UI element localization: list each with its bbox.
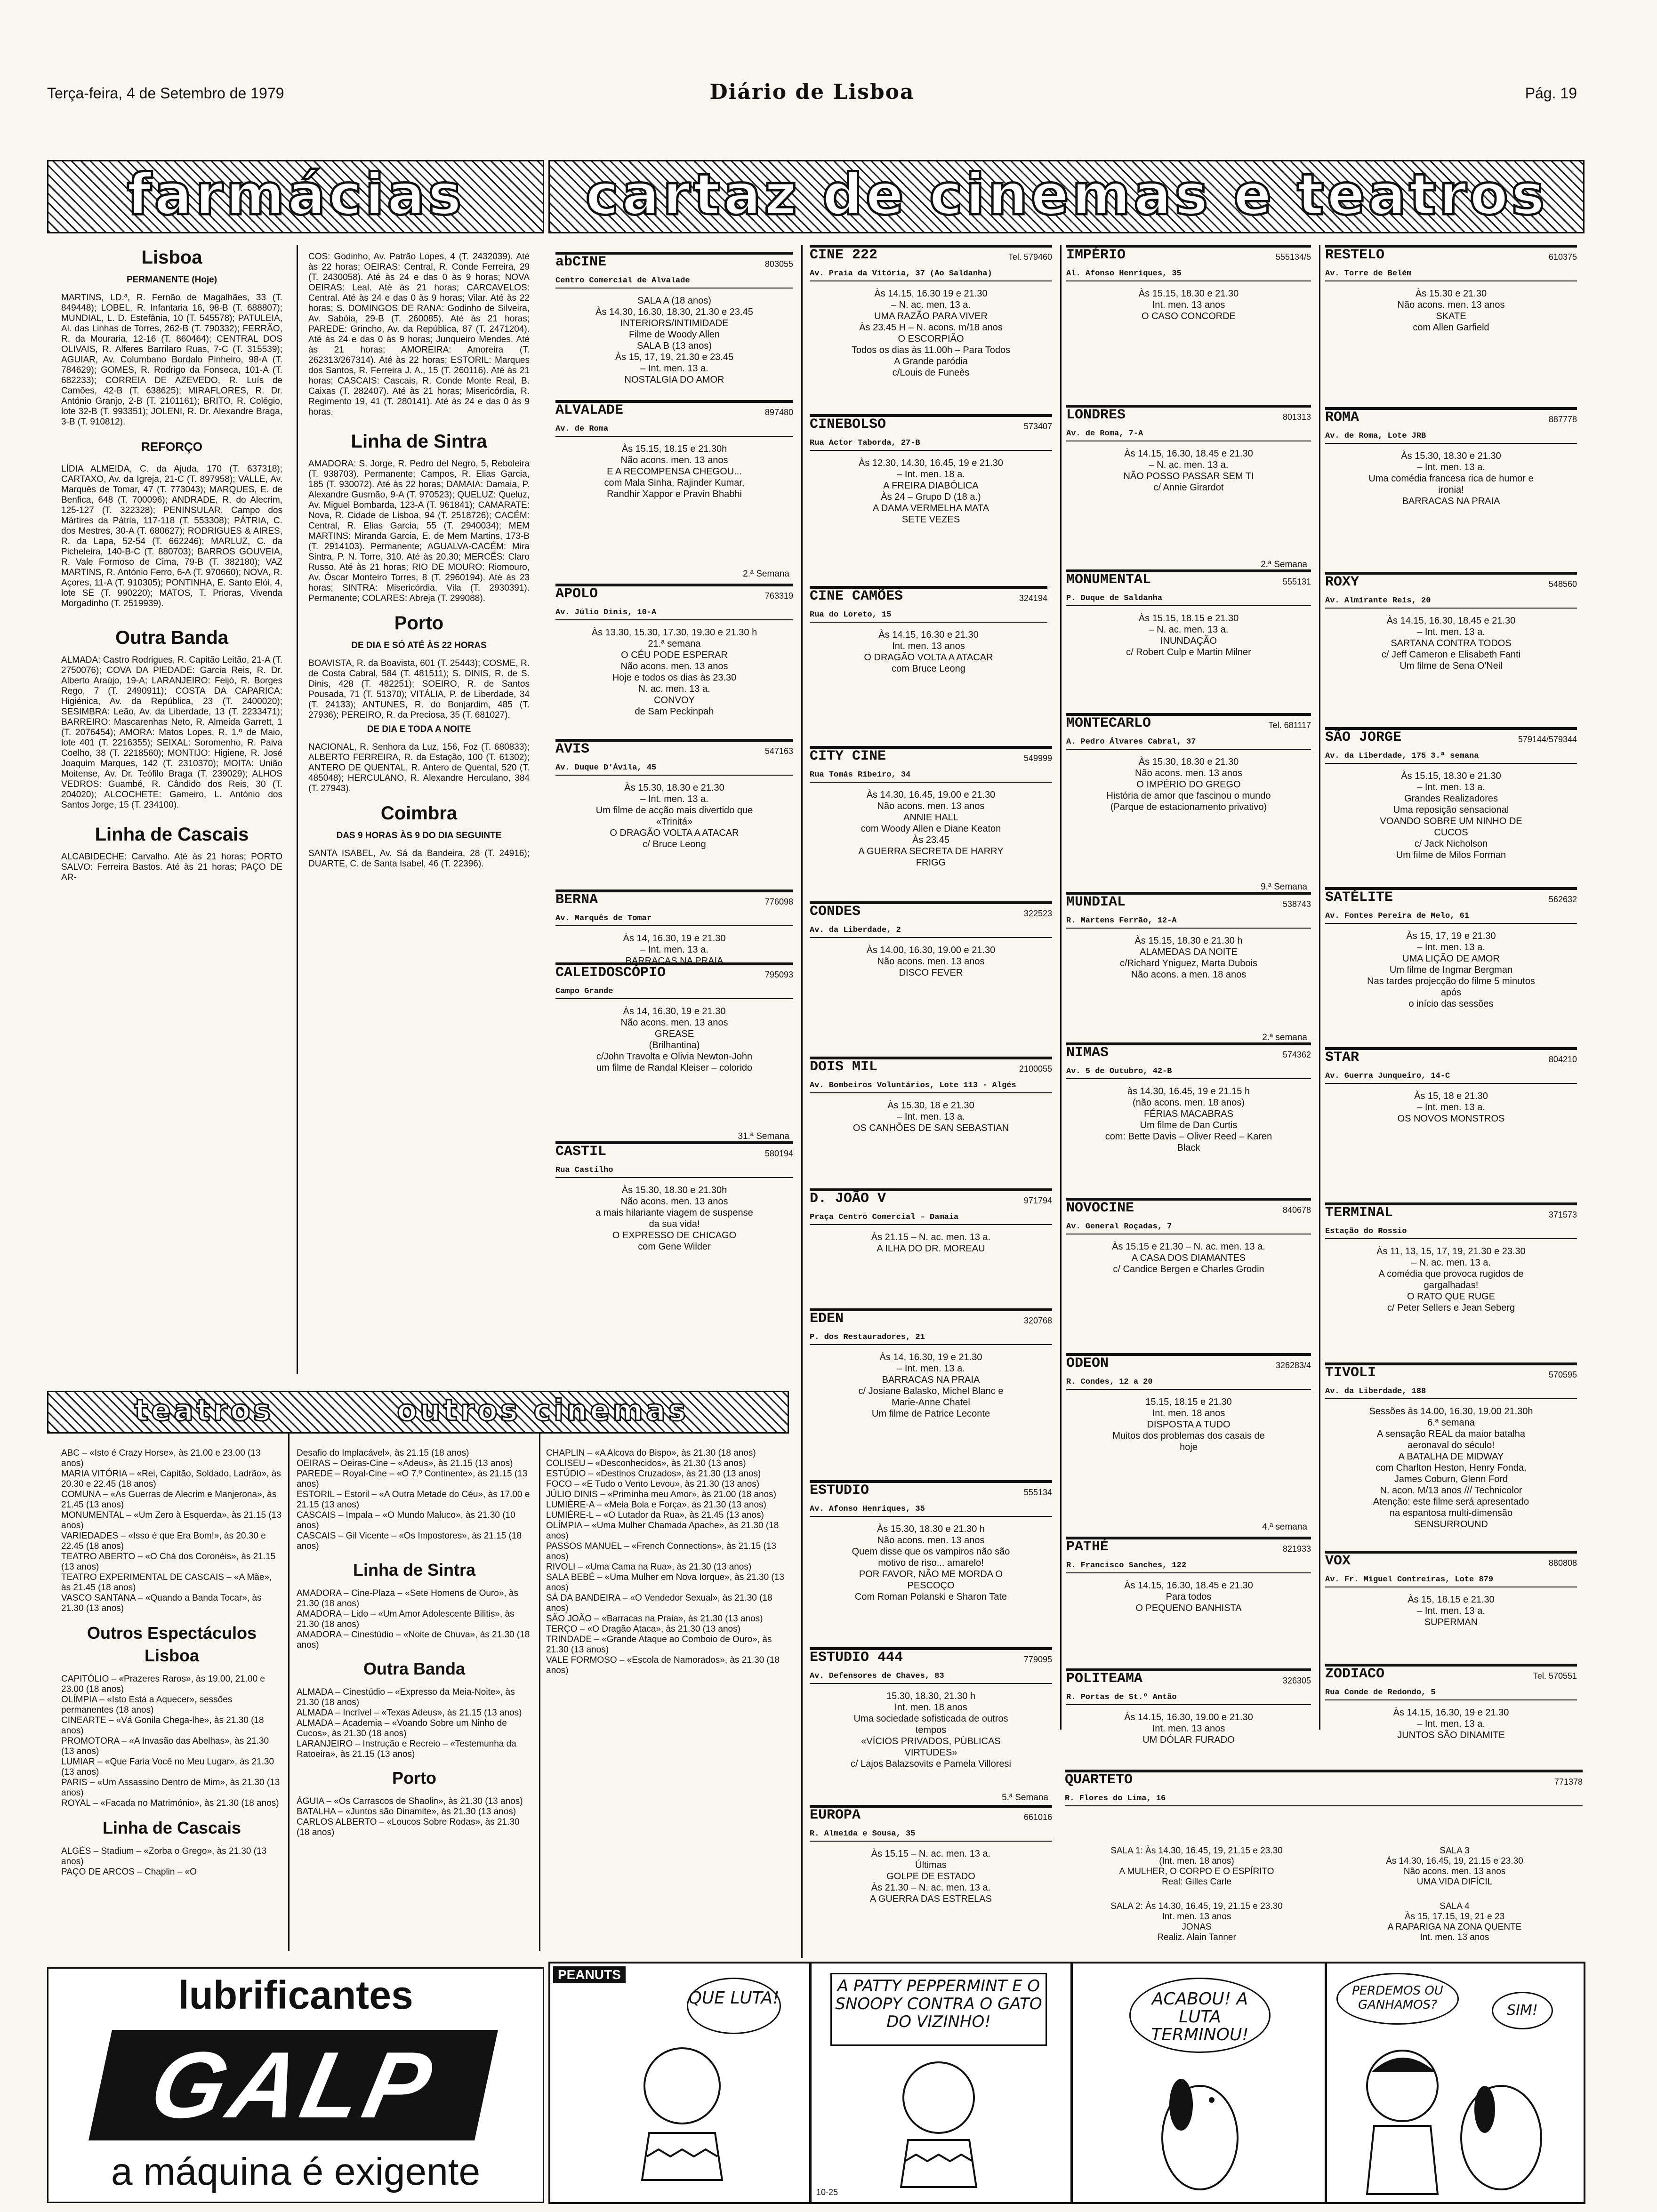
cinema-showtimes: Às 13.30, 15.30, 17.30, 19.30 e 21.30 h 21.ª semana O CÉU PODE ESPERAR Não acons. men. 13 anos Hoje e todos os dias às 23.30 N. ac. men. 13 a. CONVOY de Sam Peckinpah bbox=[591, 627, 757, 717]
cinema-listing bbox=[555, 739, 793, 892]
cinema-showtimes: Às 12.30, 14.30, 16.45, 19 e 21.30 – Int. men. 18 a. A FREIRA DIABÓLICA Às 24 – Grupo D (18 a.) A DAMA VERMELHA MATA SETE VEZES bbox=[859, 458, 1003, 525]
cinema-col-divider-2 bbox=[1060, 245, 1062, 1730]
cascais-list: ALCABIDECHE: Carvalho. Até às 21 horas; PORTO SALVO: Ferreira Bastos. Até às 21 horas; PAÇO DE AR- bbox=[61, 852, 282, 882]
cinema-address: Av. Fr. Miguel Contreiras, Lote 879 bbox=[1325, 1574, 1577, 1587]
speech-bubble-2: A PATTY PEPPERMINT E O SNOOPY CONTRA O GATO DO VIZINHO! bbox=[830, 1973, 1047, 2046]
cinema-name: SÃO JORGE bbox=[1325, 729, 1402, 745]
cinema-showtimes: Às 14.15, 16.30, 18.45 e 21.30 – N. ac. men. 13 a. NÃO POSSO PASSAR SEM TI c/ Annie Girardot bbox=[1123, 449, 1254, 493]
cinema-name: CINE 222 bbox=[810, 247, 878, 263]
cinema-phone: Tel. 570551 bbox=[1533, 1671, 1577, 1681]
page-number: Pág. 19 bbox=[1525, 85, 1577, 102]
cinema-note: 4.ª semana bbox=[1262, 1522, 1307, 1532]
cinema-phone: 661016 bbox=[1023, 1812, 1052, 1822]
cinema-note: 5.ª Semana bbox=[1002, 1793, 1048, 1803]
reforco-heading: REFORÇO bbox=[141, 440, 202, 454]
cinema-address: Av. Almirante Reis, 20 bbox=[1325, 595, 1577, 609]
cinema-name: BERNA bbox=[555, 892, 598, 908]
cinema-name: CINEBOLSO bbox=[810, 417, 886, 433]
galp-advertisement bbox=[47, 1967, 544, 2203]
speech-bubble-3: ACABOU! A LUTA TERMINOU! bbox=[1129, 1978, 1271, 2053]
cinema-showtimes: Às 15.30, 18.30 e 21.30 h Não acons. men. 13 anos Quem disse que os vampiros não são motivo de riso... amarelo! POR FAVOR, NÃO ME MORDA O PESCOÇO Com Roman Polanski e Sharon Tate bbox=[852, 1524, 1010, 1602]
cinema-name: CINE CAMÕES bbox=[810, 588, 903, 604]
cinema-listing bbox=[1325, 1362, 1577, 1554]
outros-sintra-list: AMADORA – Cine-Plaza – «Sete Homens de Ouro», às 21.30 (18 anos) AMADORA – Lido – «Um Amor Adolescente Bilitis», às 21.30 (18 anos) AMADORA – Cinestúdio – «Noite de Chuva», às 21.30 (18 anos) bbox=[297, 1588, 530, 1650]
cinema-name: EUROPA bbox=[810, 1807, 861, 1823]
outra-banda-list: ALMADA: Castro Rodrigues, R. Capitão Leitão, 21-A (T. 2750076); COVA DA PIEDADE: Garcia Reis, R. Dr. Alberto Araújo, 19-A; LARANJEIRO: Feijó, R. Borges Rego, 7 (T. 2490911); COSTA DA CAPARICA: Higiénica, Av. da República, 23 (T. 2400020); SESIMBRA: Leão, Av. da Liberdade, 13 (T. 2233471); BARREIRO: Mascarenhas Neto, R. Almeida Garrett, 1 (T. 2076454); AMORA: Matos Lopes, R. 1.º de Maio, lote 401 (T. 2216355); SEIXAL: Soromenho, R. Paiva Coelho, 38 (T. 2218560); MONTIJO: Higiene, R. José Joaquim Marques, 142 (T. 2310370); MOITA: União Moitense, Av. Dr. Teófilo Braga (T. 239029); ALHOS VEDROS: Guambé, R. Cândido dos Reis, 30 (T. 204020); ALCOCHETE: Gameiro, L. António dos Santos Jorge, 15 (T. 234100). bbox=[61, 655, 282, 810]
cinema-phone: 610375 bbox=[1548, 252, 1577, 262]
cinema-phone: 326283/4 bbox=[1275, 1361, 1311, 1370]
cinema-address: Praça Centro Comercial – Damaia bbox=[810, 1212, 1052, 1225]
cinema-listing bbox=[555, 962, 793, 1144]
cinema-showtimes: Às 15.30 e 21.30 Não acons. men. 13 anos SKATE com Allen Garfield bbox=[1397, 289, 1505, 333]
ad-title: lubrificantes bbox=[178, 1973, 413, 2017]
cinema-phone: 562632 bbox=[1548, 895, 1577, 904]
cinema-name: ESTUDIO 444 bbox=[810, 1650, 903, 1666]
cinema-address: Av. Marquês de Tomar bbox=[555, 913, 793, 926]
cinema-name: ODEON bbox=[1066, 1355, 1109, 1371]
cinema-address: Av. de Roma, Lote JRB bbox=[1325, 431, 1577, 444]
cinema-address: Campo Grande bbox=[555, 986, 793, 999]
outros-porto-heading: Porto bbox=[392, 1768, 436, 1787]
cinema-listing bbox=[1066, 1353, 1311, 1535]
cinema-phone: 776098 bbox=[764, 897, 793, 906]
speech-bubble-1: QUE LUTA! bbox=[687, 1978, 781, 2034]
cinema-name: AVIS bbox=[555, 741, 590, 757]
cinema-phone: 574362 bbox=[1282, 1050, 1311, 1059]
cinema-phone: 555134/5 bbox=[1275, 252, 1311, 262]
comic-date: 10-25 bbox=[816, 2188, 838, 2197]
cinema-name: NOVOCINE bbox=[1066, 1200, 1134, 1216]
cinema-phone: 880808 bbox=[1548, 1558, 1577, 1568]
farmacias-title: farmácias bbox=[127, 162, 465, 228]
cinema-name: ALVALADE bbox=[555, 402, 624, 418]
cinema-address: Al. Afonso Henriques, 35 bbox=[1066, 268, 1311, 281]
page-header bbox=[47, 80, 1577, 108]
cinema-listing bbox=[810, 746, 1052, 923]
cinema-name: MONTECARLO bbox=[1066, 715, 1151, 731]
cinema-showtimes: Às 15.30, 18.30 e 21.30 – Int. men. 13 a. Um filme de acção mais divertido que «Trinitá» O DRAGÃO VOLTA A ATACAR c/ Bruce Leong bbox=[595, 783, 753, 850]
cinema-address: R. Portas de St.º Antão bbox=[1066, 1692, 1311, 1705]
cinema-name: D. JOÃO V bbox=[810, 1191, 886, 1207]
cinema-address: Av. Defensores de Chaves, 83 bbox=[810, 1671, 1052, 1684]
comic-panel-4 bbox=[1325, 1962, 1585, 2204]
coimbra-heading: Coimbra bbox=[380, 803, 458, 824]
outros-outra-banda-heading: Outra Banda bbox=[363, 1659, 466, 1678]
masthead: Diário de Lisboa bbox=[709, 80, 915, 104]
cinema-phone: 763319 bbox=[764, 591, 793, 601]
lisboa-heading: Lisboa bbox=[141, 247, 202, 268]
cinema-address: Av. da Liberdade, 2 bbox=[810, 925, 1052, 938]
cinema-address: Av. de Roma bbox=[555, 424, 793, 437]
cinema-address: Av. de Roma, 7-A bbox=[1066, 428, 1311, 441]
cartaz-title: cartaz de cinemas e teatros bbox=[585, 162, 1548, 228]
peanuts-badge: PEANUTS bbox=[553, 1966, 626, 1983]
cinema-col-divider-1 bbox=[801, 245, 803, 1958]
porto-heading: Porto bbox=[394, 613, 444, 633]
cinema-address: A. Pedro Álvares Cabral, 37 bbox=[1066, 737, 1311, 750]
cinema-showtimes: Às 14, 16.30, 19 e 21.30 Não acons. men. 13 anos GREASE (Brilhantina) c/John Travolta e Olivia Newton-John um filme de Randal Kleiser – colorido bbox=[596, 1006, 753, 1073]
cinema-address: R. Condes, 12 a 20 bbox=[1066, 1377, 1311, 1390]
cinema-showtimes: Às 15.15, 18.15 e 21.30 – N. ac. men. 13 a. INUNDAÇÃO c/ Robert Culp e Martin Milner bbox=[1126, 613, 1251, 657]
cinema-phone: 801313 bbox=[1282, 412, 1311, 422]
cinema-listing bbox=[1066, 1042, 1311, 1196]
cinema-name: ROXY bbox=[1325, 574, 1359, 590]
cinema-name: MONUMENTAL bbox=[1066, 572, 1151, 588]
teatros-outros-banner bbox=[47, 1391, 789, 1434]
quarteto-sala-4: SALA 4 Às 15, 17.15, 19, 21 e 23 A RAPARIGA NA ZONA QUENTE Int. men. 13 anos bbox=[1387, 1901, 1522, 1942]
cascais-list-cont: COS: Godinho, Av. Patrão Lopes, 4 (T. 2432039). Até às 22 horas; OEIRAS: Central, R. Conde Ferreira, 29 (T. 2430058). Até às 24 e das 0 às 9 horas; NOVA OEIRAS: Leal. Até às 21 horas; CARCAVELOS: Central. Até às 24 e das 0 às 9 horas; Vilar. Até às 22 horas; S. DOMINGOS DE RANA: Godinho de Silveira, Av. Sabóia, 29-B (T. 260085). Até às 21 horas; PAREDE: Grincho, Av. da República, 87 (T. 2471204). Até às 24 e das 0 às 9 horas; Junqueiro Mendes. Até às 21 horas; AMOREIRA: Amoreira (T. 262313/267314). Até às 22 horas; ESTORIL: Marques dos Santos, R. Ferreira J. A., 15 (T. 260116). Até às 21 horas; CASCAIS: Cascais, R. Conde Monte Real, B. Caixas (T. 282407). Até às 21 horas; Misericórdia, R. Regimento 19, 41 (T. 280141). Até às 24 e das 0 às 9 horas. bbox=[308, 252, 530, 417]
cinema-showtimes: Às 14, 16.30, 19 e 21.30 – Int. men. 13 a. BARRACAS NA PRAIA c/ Josiane Balasko, Michel Blanc e Marie-Anne Chatel Um filme de Patrice Leconte bbox=[858, 1352, 1004, 1419]
cinema-address: Av. da Liberdade, 188 bbox=[1325, 1386, 1577, 1399]
cinema-listing bbox=[1066, 892, 1311, 1045]
cinema-listing bbox=[555, 890, 793, 965]
cinema-phone: 840678 bbox=[1282, 1205, 1311, 1215]
cinema-name: LONDRES bbox=[1066, 407, 1126, 423]
cinema-name: TERMINAL bbox=[1325, 1205, 1393, 1221]
cinema-showtimes: SALA A (18 anos) Às 14.30, 16.30, 18.30, 21.30 e 23.45 INTERIORS/INTIMIDADE Filme de Woody Allen SALA B (13 anos) Às 15, 17, 19, 21.30 e 23.45 – Int. men. 13 a. NOSTALGIA DO AMOR bbox=[595, 296, 753, 385]
cinema-name: ROMA bbox=[1325, 409, 1359, 425]
comic-panel-3 bbox=[1071, 1962, 1327, 2204]
ad-tagline: a máquina é exigente bbox=[111, 2150, 481, 2193]
cinema-showtimes: Às 15.15, 18.30 e 21.30 Int. men. 13 anos O CASO CONCORDE bbox=[1138, 289, 1239, 321]
cinema-phone: 326305 bbox=[1282, 1676, 1311, 1685]
cinema-phone: 555131 bbox=[1282, 577, 1311, 586]
cinema-listing bbox=[1325, 572, 1577, 730]
cinema-showtimes: Às 14.15, 16.30 e 21.30 Int. men. 13 anos O DRAGÃO VOLTA A ATACAR com Bruce Leong bbox=[864, 630, 993, 674]
cinema-name: SATÉLITE bbox=[1325, 890, 1393, 906]
cinema-name: QUARTETO bbox=[1065, 1772, 1133, 1788]
cinema-showtimes: Às 14.15, 16.30 19 e 21.30 – N. ac. men. 13 a. UMA RAZÃO PARA VIVER Às 23.45 H – N. acons. m/18 anos O ESCORPIÃO Todos os dias às 11.00h – Para Todos A Grande paródia c/Louis de Funeès bbox=[851, 289, 1011, 378]
cinema-address: Rua Conde de Redondo, 5 bbox=[1325, 1687, 1577, 1700]
cinema-showtimes: Às 15, 18.15 e 21.30 – Int. men. 13 a. SUPERMAN bbox=[1408, 1595, 1495, 1627]
cinema-phone: 570595 bbox=[1548, 1370, 1577, 1379]
cinema-address: R. Flores do Lima, 16 bbox=[1065, 1793, 1583, 1806]
cinema-listing bbox=[1325, 1551, 1577, 1667]
outros-cinemas-column-1 bbox=[297, 1438, 532, 1956]
cinema-listing bbox=[1325, 887, 1577, 1052]
cinema-listing bbox=[555, 1141, 793, 1318]
cinema-phone: 555134 bbox=[1023, 1488, 1052, 1497]
porto-sub2: DE DIA E TODA A NOITE bbox=[367, 724, 471, 734]
cinema-phone: 547163 bbox=[764, 746, 793, 756]
cinema-showtimes: Às 15.15, 18.30 e 21.30 h ALAMEDAS DA NOITE c/Richard Yniguez, Marta Dubois Não acons. a men. 18 anos bbox=[1120, 936, 1257, 980]
snoopy-figure bbox=[1139, 2067, 1261, 2199]
reforco-list: LÍDIA ALMEIDA, C. da Ajuda, 170 (T. 637318); CARTAXO, Av. da Igreja, 21-C (T. 897958); VALLE, Av. Marquês de Tomar, 47 (T. 773043); MARQUES, E. de Benfica, 648 (T. 700096); ANDRADE, R. do Alecrim, 125-127 (T. 322328); PENINSULAR, Campo dos Mártires da Pátria, 117-118 (T. 553308); PÁTRIA, C. dos Mestres, 30-A (T. 680627); RODRIGUES & AIRES, R. da Lapa, 52-54 (T. 662246); MARLUZ, C. da Picheleira, 140-B-C (T. 880703); BARROS GOUVEIA, R. Vale Formoso de Cima, 79-B (T. 382180); VAZ MARTINS, R. António Ferro, 6-A (T. 970660); NOVA, R. Açores, 11-A (T. 910305); PONTINHA, E. Santo Elói, 4, lote SE (T. 990220); MATOS, T. Prioras, Vivenda Morgadinho (T. 2519939). bbox=[61, 464, 282, 609]
teatros-column bbox=[61, 1438, 282, 1956]
cinema-phone: 320768 bbox=[1023, 1316, 1052, 1325]
cinema-listing bbox=[1066, 1668, 1311, 1772]
cinema-note: 31.ª Semana bbox=[738, 1131, 789, 1141]
cinema-name: IMPÉRIO bbox=[1066, 247, 1126, 263]
cinema-phone: 538743 bbox=[1282, 899, 1311, 909]
cinema-listing bbox=[810, 1188, 1052, 1304]
cinema-name: STAR bbox=[1325, 1050, 1359, 1066]
cinema-listing bbox=[1066, 713, 1311, 895]
cinema-address: Av. Fontes Pereira de Melo, 61 bbox=[1325, 911, 1577, 924]
cinema-listing bbox=[810, 414, 1052, 584]
outros-porto-list-2: CHAPLIN – «A Alcova do Bispo», às 21.30 (18 anos) COLISEU – «Desconhecidos», às 21.30 (13 anos) ESTÚDIO – «Destinos Cruzados», às 21.30 (13 anos) FOCO – «E Tudo o Vento Levou», às 21.30 (13 anos) JÚLIO DINIS – «Primínha meu Amor», às 21.00 (18 anos) LUMIÈRE-A – «Meia Bola e Força», às 21.30 (13 anos) LUMIÈRE-L – «O Lutador da Rua», às 21.45 (13 anos) OLÍMPIA – «Uma Mulher Chamada Apache», às 21.30 (18 anos) PASSOS MANUEL – «French Connections», às 21.15 (13 anos) RIVOLI – «Uma Cama na Rua», às 21.30 (13 anos) SALA BEBÉ – «Uma Mulher em Nova Iorque», às 21.30 (13 anos) SÁ DA BANDEIRA – «O Vendedor Sexual», às 21.30 (18 anos) SÃO JOÃO – «Barracas na Praia», às 21.30 (13 anos) TERÇO – «O Dragão Ataca», às 21.30 (13 anos) TRINDADE – «Grande Ataque ao Comboio de Ouro», às 21.30 (13 anos) VALE FORMOSO – «Escola de Namorados», às 21.30 (18 anos) bbox=[546, 1448, 784, 1675]
cartaz-banner bbox=[548, 160, 1585, 233]
cinema-showtimes: Às 15, 17, 19 e 21.30 – Int. men. 13 a. UMA LIÇÃO DE AMOR Um filme de Ingmar Bergman Nas tardes projecção do filme 5 minutos após o início das sessões bbox=[1367, 931, 1535, 1009]
permanente-list: MARTINS, LD.ª, R. Fernão de Magalhães, 33 (T. 849448); LOBEL, R. Infantaria 16, 98-B (T. 688807); MUNDIAL, L. D. Estefânia, 10 (T. 545578); PATULEIA, Al. das Linhas de Torres, 262-B (T. 790332); FERRÃO, R. da Mouraria, 12-16 (T. 860464); CENTRAL DOS OLIVAIS, R. Alferes Barrilaro Ruas, 7-C (T. 315539); AGUIAR, Av. Columbano Bordalo Pinheiro, 98-A (T. 784629); GOMES, R. Rodrigo da Fonseca, 101-A (T. 682233); CORREIA DE AZEVEDO, R. Luís de Camões, 42-B (T. 638625); MIRAFLORES, R. Dr. António Granjo, 2-B (T. 2101161); BRITO, R. Colégio, lote 32-B (T. 993351); JOLENI, R. Dr. Alexandre Braga, 3-B (T. 910812). bbox=[61, 293, 282, 427]
cinema-phone: 579144/579344 bbox=[1518, 735, 1577, 744]
cinema-listing bbox=[1066, 569, 1311, 713]
outros-cascais-cont: Desafio do Implacável», às 21.15 (18 anos) OEIRAS – Oeiras-Cine – «Adeus», às 21.15 (13 anos) PAREDE – Royal-Cine – «O 7.º Continente», às 21.15 (13 anos) ESTORIL – Estoril – «A Outra Metade do Céu», às 17.00 e 21.15 (13 anos) CASCAIS – Impala – «O Mundo Maluco», às 21.30 (10 anos) CASCAIS – Gil Vicente – «Os Impostores», às 21.15 (18 anos) bbox=[297, 1448, 530, 1551]
cinema-listing bbox=[1325, 407, 1577, 570]
cinema-name: CONDES bbox=[810, 904, 861, 920]
cinema-phone: 887778 bbox=[1548, 415, 1577, 424]
cinema-address: Av. Bombeiros Voluntários, Lote 113 · Algés bbox=[810, 1080, 1052, 1093]
cinema-listing bbox=[810, 1480, 1052, 1645]
cinema-address: R. Martens Ferrão, 12-A bbox=[1066, 915, 1311, 929]
cinema-address: Av. Guerra Junqueiro, 14-C bbox=[1325, 1071, 1577, 1084]
porto-list-1: BOAVISTA, R. da Boavista, 601 (T. 25443); COSME, R. de Costa Cabral, 584 (T. 481511); S. DINIS, R. de S. Dinis, 428 (T. 482251); SOEIRO, R. de Santos Pousada, 71 (T. 51370); VITÁLIA, P. de Liberdade, 34 (T. 24133); ANTUNES, R. do Bonjardim, 485 (T. 27936); PEREIRO, R. da Preciosa, 35 (T. 681027). bbox=[308, 658, 530, 720]
teatros-divider-1 bbox=[288, 1433, 290, 1951]
outros-cascais-heading: Linha de Cascais bbox=[102, 1818, 241, 1837]
cinema-address: Av. Afonso Henriques, 35 bbox=[810, 1504, 1052, 1517]
cinema-showtimes: Às 15.15, 18.30 e 21.30 – Int. men. 13 a. Grandes Realizadores Uma reposição sensacional VOANDO SOBRE UM NINHO DE CUCOS c/ Jack Nicholson Um filme de Milos Forman bbox=[1380, 771, 1522, 860]
cinema-name: DOIS MIL bbox=[810, 1059, 878, 1075]
cinema-address: Av. General Roçadas, 7 bbox=[1066, 1221, 1311, 1234]
cinema-listing bbox=[810, 901, 1052, 1059]
cinema-listing bbox=[1325, 1202, 1577, 1365]
sintra-heading: Linha de Sintra bbox=[351, 431, 487, 452]
cinema-name: POLITEAMA bbox=[1066, 1671, 1143, 1687]
outros-cascais-list: ALGÉS – Stadium – «Zorba o Grego», às 21.30 (13 anos) PAÇO DE ARCOS – Chaplin – «O bbox=[61, 1846, 267, 1877]
cinema-name: CALEIDOSCÓPIO bbox=[555, 965, 666, 981]
quarteto-sala-2: SALA 2: Às 14.30, 16.45, 19, 21.15 e 23.30 Int. men. 13 anos JONAS Realiz. Alain Tanner bbox=[1110, 1901, 1283, 1942]
cinema-address: Av. Praia da Vitória, 37 (Ao Saldanha) bbox=[810, 268, 1052, 281]
comic-panel-2 bbox=[810, 1962, 1072, 2204]
cinema-name: CASTIL bbox=[555, 1144, 607, 1160]
cinema-listing bbox=[810, 1308, 1052, 1478]
teatros-title: teatros bbox=[134, 1393, 273, 1427]
cinema-showtimes: Às 14.00, 16.30, 19.00 e 21.30 Não acons. men. 13 anos DISCO FEVER bbox=[866, 945, 996, 978]
outra-banda-heading: Outra Banda bbox=[115, 627, 229, 648]
cinema-address: Av. Torre de Belém bbox=[1325, 268, 1577, 281]
cinema-showtimes: Às 11, 13, 15, 17, 19, 21.30 e 23.30 – N. ac. men. 13 a. A comédia que provoca rugidos de gargalhadas! O RATO QUE RUGE c/ Peter Sellers e Jean Seberg bbox=[1376, 1246, 1526, 1313]
cinema-name: ESTUDIO bbox=[810, 1483, 869, 1499]
cinema-listing bbox=[810, 245, 1052, 398]
cinema-address: P. dos Restauradores, 21 bbox=[810, 1332, 1052, 1345]
cinema-listing bbox=[1065, 1770, 1583, 1843]
quarteto-sala-3: SALA 3 Às 14.30, 16.45, 19, 21.15 e 23.30 Não acons. men. 13 anos UMA VIDA DIFÍCIL bbox=[1386, 1846, 1523, 1887]
cinema-showtimes: Às 14.15, 16.30, 19 e 21.30 – Int. men. 13 a. JUNTOS SÃO DINAMITE bbox=[1393, 1707, 1509, 1740]
outros-cinemas-column-2 bbox=[546, 1438, 791, 1956]
cinema-phone: 971794 bbox=[1023, 1196, 1052, 1205]
cinema-address: Centro Comercial de Alvalade bbox=[555, 275, 793, 289]
cinema-showtimes: Às 14.15, 16.30, 19.00 e 21.30 Int. men. 13 anos UM DÓLAR FURADO bbox=[1124, 1712, 1253, 1745]
cinema-name: RESTELO bbox=[1325, 247, 1385, 263]
cinema-phone: 795093 bbox=[764, 970, 793, 979]
cinema-note: 9.ª Semana bbox=[1261, 882, 1307, 892]
cinema-address: R. Almeida e Sousa, 35 bbox=[810, 1828, 1052, 1842]
cinema-showtimes: às 14.30, 16.45, 19 e 21.15 h (não acons. men. 18 anos) FÉRIAS MACABRAS Um filme de Dan Curtis com: Bette Davis – Oliver Reed – Karen Black bbox=[1105, 1086, 1272, 1153]
cinema-name: NIMAS bbox=[1066, 1045, 1109, 1061]
cinema-name: abCINE bbox=[555, 254, 607, 270]
cinema-phone: 371573 bbox=[1548, 1210, 1577, 1219]
teatros-divider-2 bbox=[539, 1433, 540, 1951]
cinema-address: Rua do Loreto, 15 bbox=[810, 609, 1047, 623]
cinema-showtimes: Às 15.15 e 21.30 – N. ac. men. 13 a. A CASA DOS DIAMANTES c/ Candice Bergen e Charles Grodin bbox=[1112, 1242, 1265, 1274]
cinema-col-divider-3 bbox=[1319, 245, 1320, 1730]
cinema-listing bbox=[555, 400, 793, 582]
cinema-showtimes: Às 14.15, 16.30, 18.45 e 21.30 Para todos O PEQUENO BANHISTA bbox=[1124, 1580, 1253, 1613]
cinema-name: APOLO bbox=[555, 586, 598, 602]
issue-date: Terça-feira, 4 de Setembro de 1979 bbox=[47, 85, 284, 102]
cinema-listing bbox=[1325, 245, 1577, 403]
cinema-showtimes: Às 15.30, 18.30 e 21.30 – Int. men. 13 a. Uma comédia francesa rica de humor e ironia! BARRACAS NA PRAIA bbox=[1368, 451, 1534, 506]
cinema-showtimes: Às 14.15, 16.30, 18.45 e 21.30 – Int. men. 13 a. SARTANA CONTRA TODOS c/ Jeff Cameron e Elisabeth Fanti Um filme de Sena O'Neil bbox=[1381, 616, 1521, 671]
cinema-phone: 771378 bbox=[1554, 1777, 1583, 1787]
cinema-phone: 821933 bbox=[1282, 1544, 1311, 1554]
cinema-listing bbox=[810, 586, 1047, 749]
cinema-showtimes: 15.15, 18.15 e 21.30 Int. men. 18 anos DISPOSTA A TUDO Muitos dos problemas dos casais de hoje bbox=[1112, 1397, 1265, 1452]
pharmacy-divider bbox=[297, 245, 298, 1374]
cinema-showtimes: 15.30, 18.30, 21.30 h Int. men. 18 anos Uma sociedade sofisticada de outros tempos «VÍCIOS PRIVADOS, PÚBLICAS VIRTUDES» c/ Lajos Balazsovits e Pamela Villoresi bbox=[851, 1691, 1011, 1769]
teatros-list: ABC – «Isto é Crazy Horse», às 21.00 e 23.00 (13 anos) MARIA VITÓRIA – «Rei, Capitão, Soldado, Ladrão», às 20.30 e 22.45 (18 anos) COMUNA – «As Guerras de Alecrim e Manjerona», às 21.45 (13 anos) MONUMENTAL – «Um Zero à Esquerda», às 21.15 (13 anos) VARIEDADES – «Isso é que Era Bom!», às 20.30 e 22.45 (18 anos) TEATRO ABERTO – «O Chá dos Coronéis», às 21.15 (13 anos) TEATRO EXPERIMENTAL DE CASCAIS – «A Mãe», às 21.45 (18 anos) VASCO SANTANA – «Quando a Banda Tocar», às 21.30 (13 anos) bbox=[61, 1448, 282, 1613]
pharmacy-column-1 bbox=[61, 245, 282, 1374]
cascais-heading: Linha de Cascais bbox=[95, 824, 249, 845]
cinema-address: Rua Tomás Ribeiro, 34 bbox=[810, 769, 1052, 783]
porto-sub1: DE DIA E SÓ ATÉ ÀS 22 HORAS bbox=[351, 641, 487, 650]
comic-panel-1 bbox=[548, 1962, 811, 2204]
cinema-phone: 322523 bbox=[1023, 909, 1052, 918]
cinema-listing bbox=[810, 1647, 1052, 1805]
cinema-name: ZODIACO bbox=[1325, 1666, 1385, 1682]
cinema-phone: Tel. 681117 bbox=[1268, 721, 1311, 730]
sintra-list: AMADORA: S. Jorge, R. Pedro del Negro, 5, Reboleira (T. 938703). Permanente; Campos, R. Elias Garcia, 185 (T. 930072). Até às 22 horas; DAMAIA: Damaia, P. Alexandre Gusmão, 9-A (T. 970523); QUELUZ: Queluz, Av. Miguel Bombarda, 123-A (T. 961841); CAMARATE: Nova, R. Cidade de Lisboa, 94 (T. 2518726); CACÉM: Central, R. Elias Garcia, 55 (T. 2940034); MEM MARTINS: Miranda Garcia, E. de Mem Martins, 173-B (T. 2914103). Permanente; AGUALVA-CACÉM: Mira Sintra, P. N. Torre, 310. Até às 20.30; MERCÊS: Claro Russo. Até às 21 horas; RIO DE MOURO: Riomouro, Av. Óscar Monteiro Torres, 8 (T. 2960194). Até às 23 horas; SINTRA: Misericórdia, Vila (T. 2930391). Permanente; COLARES: Abreja (T. 299088). bbox=[308, 459, 530, 603]
galp-logo-text: GALP bbox=[142, 2033, 445, 2138]
peppermint-patty-and-snoopy bbox=[1346, 2044, 1562, 2199]
cinema-phone: 548560 bbox=[1548, 579, 1577, 589]
cinema-phone: 580194 bbox=[764, 1149, 793, 1158]
cinema-phone: 2100055 bbox=[1019, 1064, 1052, 1074]
cinema-phone: 897480 bbox=[764, 408, 793, 417]
cinema-note: 2.ª Semana bbox=[1261, 560, 1307, 569]
porto-list-2: NACIONAL, R. Senhora da Luz, 156, Foz (T. 680833); ALBERTO FERREIRA, R. da Estação, 100 (T. 61302); ANTERO DE QUENTAL, R. Antero de Quental, 520 (T. 485048); HERCULANO, R. Alexandre Herculano, 384 (T. 27943). bbox=[308, 742, 530, 793]
cinema-name: VOX bbox=[1325, 1553, 1351, 1569]
cinema-phone: Tel. 579460 bbox=[1008, 252, 1052, 262]
outros-sintra-heading: Linha de Sintra bbox=[353, 1560, 476, 1579]
speech-bubble-4a: PERDEMOS OU GANHAMOS? bbox=[1336, 1973, 1459, 2025]
quarteto-sala-1: SALA 1: Às 14.30, 16.45, 19, 21.15 e 23.30 (Int. men. 18 anos) A MULHER, O CORPO E O ESPÍRITO Real: Gilles Carle bbox=[1110, 1846, 1283, 1887]
cinema-listing bbox=[1066, 1198, 1311, 1356]
cinema-address: Av. da Liberdade, 175 3.ª semana bbox=[1325, 751, 1577, 764]
farmacias-banner bbox=[47, 160, 544, 233]
cinema-showtimes: Às 14.30, 16.45, 19.00 e 21.30 Não acons. men. 13 anos ANNIE HALL com Woody Allen e Diane Keaton Às 23.45 A GUERRA SECRETA DE HARRY FRIGG bbox=[858, 790, 1004, 868]
cinema-showtimes: Às 21.15 – N. ac. men. 13 a. A ILHA DO DR. MOREAU bbox=[871, 1232, 991, 1254]
cinema-showtimes: Às 15, 18 e 21.30 – Int. men. 13 a. OS NOVOS MONSTROS bbox=[1397, 1091, 1505, 1124]
outros-lisboa-heading: Lisboa bbox=[144, 1646, 199, 1665]
cinema-showtimes: Sessões às 14.00, 16.30, 19.00 21.30h 6.ª semana A sensação REAL da maior batalha aeronaval do século! A BATALHA DE MIDWAY com Charlton Heston, Henry Fonda, James Coburn, Glenn Ford N. acon. M/13 anos /// Technicolor Atenção: este filme será apresentado na espantosa multi-dimensão SENSURROUND bbox=[1369, 1406, 1533, 1530]
cinema-showtimes: Às 15.30, 18.30 e 21.30h Não acons. men. 13 anos a mais hilariante viagem de suspense da sua vida! O EXPRESSO DE CHICAGO com Gene Wilder bbox=[595, 1185, 753, 1252]
cinema-listing bbox=[810, 1057, 1052, 1189]
cinema-showtimes: Às 15.15, 18.15 e 21.30h Não acons. men. 13 anos E A RECOMPENSA CHEGOU... com Mala Sinha, Rajinder Kumar, Randhir Xappor e Pravin Bhabhi bbox=[604, 444, 745, 499]
cinema-listing bbox=[1066, 245, 1311, 403]
cinema-showtimes: Às 14, 16.30, 19 e 21.30 – Int. men. 13 a. BARRACAS NA PRAIA bbox=[623, 933, 726, 965]
cinema-address: Rua Actor Taborda, 27-B bbox=[810, 438, 1052, 451]
cinema-address: P. Duque de Saldanha bbox=[1066, 593, 1311, 606]
cinema-name: EDEN bbox=[810, 1311, 844, 1327]
cinema-phone: 324194 bbox=[1019, 593, 1047, 603]
coimbra-list: SANTA ISABEL, Av. Sá da Bandeira, 28 (T. 24916); DUARTE, C. de Santa Isabel, 46 (T. 22396). bbox=[308, 849, 530, 869]
cinema-note: 2.ª Semana bbox=[743, 569, 789, 579]
speech-bubble-4b: SIM! bbox=[1492, 1992, 1553, 2029]
outros-cinemas-title: outros cinemas bbox=[397, 1393, 689, 1427]
cinema-address: Av. Júlio Dinis, 10-A bbox=[555, 607, 793, 620]
cinema-listing bbox=[810, 1805, 1052, 1961]
permanente-heading: PERMANENTE (Hoje) bbox=[126, 275, 217, 285]
cinema-showtimes: Às 15.30, 18.30 e 21.30 Não acons. men. 13 anos O IMPÉRIO DO GREGO História de amor que fascinou o mundo (Parque de estacionamento privativo) bbox=[1106, 757, 1271, 812]
cinema-listing bbox=[1325, 1664, 1577, 1772]
charlie-brown-figure-2 bbox=[877, 2058, 1000, 2199]
cinema-listing bbox=[1066, 1537, 1311, 1671]
cinema-listing bbox=[555, 584, 793, 742]
cinema-showtimes: Às 15.30, 18 e 21.30 – Int. men. 13 a. OS CANHÕES DE SAN SEBASTIAN bbox=[853, 1100, 1009, 1133]
cinema-listing bbox=[1325, 727, 1577, 890]
cinema-phone: 779095 bbox=[1023, 1655, 1052, 1664]
cinema-name: MUNDIAL bbox=[1066, 894, 1126, 910]
cinema-phone: 549999 bbox=[1023, 753, 1052, 763]
outros-espectaculos-heading: Outros Espectáculos bbox=[87, 1623, 257, 1643]
cinema-address: Av. Duque D'Ávila, 45 bbox=[555, 762, 793, 776]
cinema-listing bbox=[1066, 405, 1311, 572]
outros-espectaculos-list: CAPITÓLIO – «Prazeres Raros», às 19.00, 21.00 e 23.00 (18 anos) OLÍMPIA – «Isto Está a Aquecer», sessões permanentes (18 anos) CINEARTE – «Vá Gonila Chega-lhe», às 21.30 (18 anos) PROMOTORA – «A Invasão das Abelhas», às 21.30 (13 anos) LUMIAR – «Que Faria Você no Meu Lugar», às 21.30 (13 anos) PARIS – «Um Assassino Dentro de Mim», às 21.30 (13 anos) ROYAL – «Facada no Matrimónio», às 21.30 (18 anos) bbox=[61, 1674, 280, 1808]
cinema-phone: 803055 bbox=[764, 259, 793, 269]
cinema-name: CITY CINE bbox=[810, 748, 886, 764]
pharmacy-column-2 bbox=[308, 252, 530, 1377]
charlie-brown-figure bbox=[621, 2044, 743, 2199]
cinema-address: Av. 5 de Outubro, 42-B bbox=[1066, 1066, 1311, 1079]
cinema-listing bbox=[1325, 1047, 1577, 1205]
cinema-phone: 804210 bbox=[1548, 1055, 1577, 1064]
cinema-name: PATHÉ bbox=[1066, 1539, 1109, 1555]
coimbra-sub: DAS 9 HORAS ÀS 9 DO DIA SEGUINTE bbox=[336, 831, 502, 841]
cinema-name: TIVOLI bbox=[1325, 1365, 1376, 1381]
outros-porto-list: ÁGUIA – «Os Carrascos de Shaolin», às 21.30 (13 anos) BATALHA – «Juntos são Dinamite», às 21.30 (13 anos) CARLOS ALBERTO – «Loucos Sobre Rodas», às 21.30 (18 anos) bbox=[297, 1796, 523, 1837]
cinema-phone: 573407 bbox=[1023, 422, 1052, 431]
cinema-note: 2.ª semana bbox=[1262, 1033, 1307, 1042]
cinema-showtimes: Às 15.15 – N. ac. men. 13 a. Últimas GOLPE DE ESTADO Às 21.30 – N. ac. men. 13 a. A GUERRA DAS ESTRELAS bbox=[870, 1849, 992, 1904]
cinema-address: R. Francisco Sanches, 122 bbox=[1066, 1560, 1311, 1573]
galp-logo bbox=[88, 2030, 498, 2140]
cinema-listing bbox=[555, 252, 793, 396]
cinema-address: Estação do Rossio bbox=[1325, 1226, 1577, 1239]
cinema-address: Rua Castilho bbox=[555, 1165, 793, 1178]
outros-outra-banda-list: ALMADA – Cinestúdio – «Expresso da Meia-Noite», às 21.30 (18 anos) ALMADA – Incrível – «Texas Adeus», às 21.15 (13 anos) ALMADA – Academia – «Voando Sobre um Ninho de Cucos», às 21.30 (18 anos) LARANJEIRO – Instrução e Recreio – «Testemunha da Ratoeira», às 21.15 (13 anos) bbox=[297, 1687, 522, 1759]
